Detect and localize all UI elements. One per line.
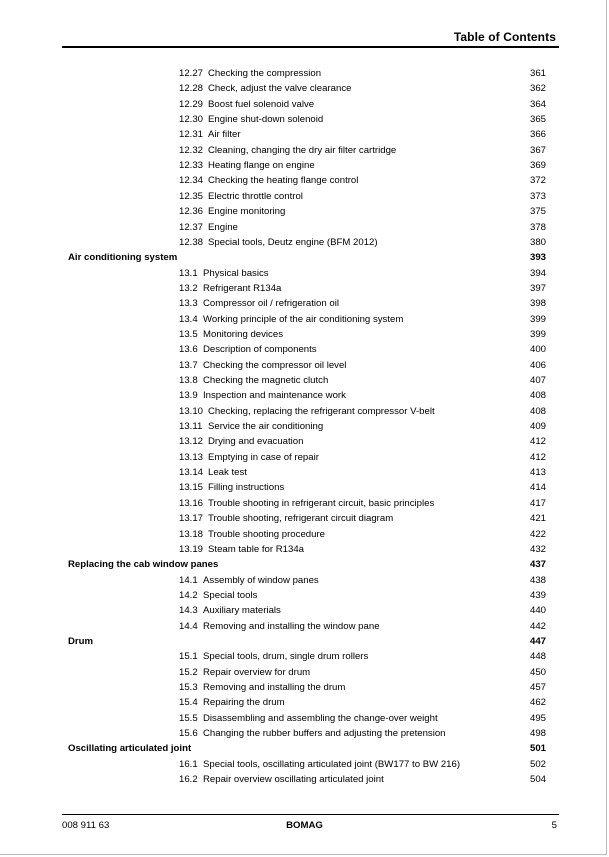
toc-entry-number: 12.34	[179, 175, 204, 187]
toc-section-title: Air conditioning system	[68, 252, 178, 264]
toc-entry-title: Monitoring devices	[203, 328, 283, 340]
toc-entry-number: 13.13	[179, 451, 204, 463]
toc-entry-title: Compressor oil / refrigeration oil	[203, 298, 339, 310]
toc-entry-title: Assembly of window panes	[203, 574, 319, 586]
toc-entry-title: Trouble shooting in refrigerant circuit, basic principles	[208, 497, 435, 509]
toc-entry[interactable]	[0, 204, 609, 219]
toc-entry[interactable]	[0, 342, 609, 357]
toc-entry-number: 15.4	[179, 697, 198, 709]
toc-page-number: 397	[529, 282, 546, 294]
toc-page-number: 440	[529, 605, 546, 617]
toc-entry[interactable]	[0, 296, 609, 311]
toc-page-number: 393	[529, 252, 546, 264]
toc-entry-number: 13.1	[179, 267, 198, 279]
toc-entry-number: 13.17	[179, 513, 204, 525]
toc-entry-title: Engine monitoring	[208, 206, 286, 218]
toc-page-number: 394	[529, 267, 546, 279]
toc-entry-number: 13.3	[179, 298, 198, 310]
toc-entry-title: Inspection and maintenance work	[203, 390, 346, 402]
toc-entry-number: 12.29	[179, 98, 204, 110]
toc-entry-title: Checking the compressor oil level	[203, 359, 347, 371]
toc-entry-number: 14.3	[179, 605, 198, 617]
toc-page-number: 399	[529, 328, 546, 340]
toc-section-heading[interactable]	[0, 741, 609, 756]
toc-entry[interactable]	[0, 358, 609, 373]
toc-entry[interactable]	[0, 81, 609, 96]
toc-entry[interactable]	[0, 66, 609, 81]
toc-page-number: 375	[529, 206, 546, 218]
toc-entry-number: 16.2	[179, 774, 198, 786]
toc-entry-title: Removing and installing the window pane	[203, 620, 380, 632]
toc-entry-number: 15.5	[179, 712, 198, 724]
toc-entry-title: Cleaning, changing the dry air filter cartridge	[208, 144, 397, 156]
toc-entry-title: Removing and installing the drum	[203, 682, 346, 693]
toc-entry[interactable]	[0, 312, 609, 327]
toc-section-heading[interactable]	[0, 557, 609, 572]
toc-entry[interactable]	[0, 680, 609, 695]
toc-page-number: 414	[529, 482, 546, 494]
toc-page-number: 406	[529, 359, 546, 371]
toc-page-number: 409	[529, 421, 546, 433]
toc-page-number: 457	[529, 682, 546, 693]
toc-entry-number: 14.2	[179, 589, 198, 601]
toc-entry[interactable]	[0, 143, 609, 158]
toc-entry-title: Check, adjust the valve clearance	[208, 83, 352, 95]
toc-entry-number: 13.19	[179, 543, 204, 555]
toc-entry-title: Air filter	[208, 129, 241, 141]
toc-page-number: 365	[529, 114, 546, 126]
toc-section-title: Drum	[68, 635, 94, 647]
toc-entry-title: Repairing the drum	[203, 697, 285, 709]
toc-entry[interactable]	[0, 327, 609, 342]
toc-entry[interactable]	[0, 726, 609, 741]
toc-page-number: 504	[529, 774, 546, 786]
toc-entry-title: Repair overview for drum	[203, 666, 311, 678]
toc-entry[interactable]	[0, 772, 609, 787]
toc-page-number: 502	[529, 758, 546, 770]
footer-brand: BOMAG	[286, 820, 323, 831]
toc-page-number: 448	[529, 651, 546, 663]
toc-page-number: 373	[529, 190, 546, 202]
toc-entry-number: 16.1	[179, 758, 198, 770]
toc-entry[interactable]	[0, 619, 609, 634]
toc-entry-number: 13.4	[179, 313, 198, 325]
toc-entry[interactable]	[0, 266, 609, 281]
toc-entry[interactable]	[0, 665, 609, 680]
toc-page-number: 362	[529, 83, 546, 95]
toc-section-title: Oscillating articulated joint	[68, 743, 192, 755]
toc-entry-number: 13.12	[179, 436, 204, 448]
toc-entry-title: Special tools, Deutz engine (BFM 2012)	[208, 236, 378, 248]
toc-page-number: 378	[529, 221, 546, 233]
toc-entry[interactable]	[0, 588, 609, 603]
toc-entry-number: 12.31	[179, 129, 204, 141]
toc-section-heading[interactable]	[0, 250, 609, 265]
toc-page-number: 364	[529, 98, 546, 110]
toc-entry[interactable]	[0, 603, 609, 618]
toc-entry-title: Checking the compression	[208, 68, 322, 79]
toc-entry[interactable]	[0, 419, 609, 434]
toc-entry-title: Service the air conditioning	[208, 421, 324, 433]
toc-entry-number: 13.7	[179, 359, 198, 371]
toc-page-number: 380	[529, 236, 546, 248]
toc-entry-title: Changing the rubber buffers and adjusting the pretension	[203, 728, 446, 740]
toc-entry[interactable]	[0, 173, 609, 188]
toc-entry-title: Checking the magnetic clutch	[203, 375, 329, 386]
toc-entry-number: 13.16	[179, 497, 204, 509]
toc-entry[interactable]	[0, 112, 609, 127]
toc-page-number: 439	[529, 589, 546, 601]
toc-entry[interactable]	[0, 388, 609, 403]
page-title: Table of Contents	[453, 30, 556, 44]
toc-page-number: 437	[529, 559, 546, 571]
toc-entry-title: Working principle of the air conditioning system	[203, 313, 404, 325]
toc-entry-number: 15.2	[179, 666, 198, 678]
toc-entry-title: Trouble shooting, refrigerant circuit diagram	[208, 513, 394, 525]
toc-entry[interactable]	[0, 281, 609, 296]
toc-entry[interactable]	[0, 189, 609, 204]
toc-entry[interactable]	[0, 649, 609, 664]
toc-entry[interactable]	[0, 465, 609, 480]
toc-entry[interactable]	[0, 511, 609, 526]
toc-entry-title: Special tools	[203, 589, 258, 601]
toc-page-number: 399	[529, 313, 546, 325]
toc-entry[interactable]	[0, 695, 609, 710]
toc-entry-number: 15.1	[179, 651, 198, 663]
toc-entry-title: Boost fuel solenoid valve	[208, 98, 315, 110]
toc-page-number: 361	[529, 68, 546, 79]
toc-entry-title: Emptying in case of repair	[208, 451, 319, 463]
footer-page-number: 5	[551, 820, 557, 831]
footer-doc-number: 008 911 63	[62, 820, 110, 831]
toc-section-title: Replacing the cab window panes	[68, 559, 219, 571]
toc-entry[interactable]	[0, 480, 609, 495]
toc-entry[interactable]	[0, 235, 609, 250]
toc-page-number: 400	[529, 344, 546, 356]
toc-entry-number: 14.4	[179, 620, 198, 632]
toc-entry[interactable]	[0, 711, 609, 726]
toc-entry[interactable]	[0, 373, 609, 388]
toc-entry-number: 13.14	[179, 467, 204, 479]
toc-entry-title: Physical basics	[203, 267, 269, 279]
toc-page-number: 498	[529, 728, 546, 740]
toc-entry-title: Heating flange on engine	[208, 160, 315, 172]
toc-page-number: 413	[529, 467, 546, 479]
toc-entry-title: Repair overview oscillating articulated joint	[203, 774, 384, 786]
toc-entry-number: 13.15	[179, 482, 204, 494]
toc-entry-number: 12.35	[179, 190, 204, 202]
toc-entry-title: Leak test	[208, 467, 247, 479]
toc-entry-number: 13.5	[179, 328, 198, 340]
toc-entry-title: Auxiliary materials	[203, 605, 281, 617]
toc-entry-title: Engine shut-down solenoid	[208, 114, 324, 126]
toc-page-number: 369	[529, 160, 546, 172]
toc-entry-number: 13.8	[179, 375, 198, 386]
toc-entry[interactable]	[0, 127, 609, 142]
toc-entry[interactable]	[0, 496, 609, 511]
toc-page-number: 447	[529, 635, 546, 647]
toc-page-number: 372	[529, 175, 546, 187]
toc-entry-title: Description of components	[203, 344, 317, 356]
toc-page-number: 450	[529, 666, 546, 678]
toc-page-number: 366	[529, 129, 546, 141]
toc-page-number: 408	[529, 390, 546, 402]
toc-entry[interactable]	[0, 757, 609, 772]
toc-entry-title: Drying and evacuation	[208, 436, 304, 448]
toc-page-number: 438	[529, 574, 546, 586]
toc-entry-title: Electric throttle control	[208, 190, 303, 202]
toc-entry[interactable]	[0, 527, 609, 542]
toc-entry-number: 12.38	[179, 236, 204, 248]
toc-entry-number: 12.33	[179, 160, 204, 172]
toc-page-number: 412	[529, 436, 546, 448]
toc-page-number: 367	[529, 144, 546, 156]
toc-entry-number: 14.1	[179, 574, 198, 586]
toc-entry-number: 12.30	[179, 114, 204, 126]
toc-entry-title: Special tools, drum, single drum rollers	[203, 651, 369, 663]
toc-page-number: 495	[529, 712, 546, 724]
toc-entry-number: 12.27	[179, 68, 204, 79]
toc-entry-title: Steam table for R134a	[208, 543, 304, 555]
toc-entry-number: 13.10	[179, 405, 204, 417]
toc-entry-number: 12.36	[179, 206, 204, 218]
toc-entry-number: 15.6	[179, 728, 198, 740]
toc-page-number: 417	[529, 497, 546, 509]
toc-entry[interactable]	[0, 434, 609, 449]
toc-entry-title: Checking, replacing the refrigerant compressor V-belt	[208, 405, 435, 417]
toc-page-number: 462	[529, 697, 546, 709]
toc-entry-title: Engine	[208, 221, 238, 233]
toc-entry[interactable]	[0, 542, 609, 557]
toc-entry-title: Special tools, oscillating articulated joint (BW177 to BW 216)	[203, 758, 461, 770]
toc-page-number: 408	[529, 405, 546, 417]
toc-page-number: 432	[529, 543, 546, 555]
toc-entry-number: 13.11	[179, 421, 203, 433]
toc-entry[interactable]	[0, 158, 609, 173]
toc-entry-title: Disassembling and assembling the change-over weight	[203, 712, 438, 724]
toc-page-number: 501	[529, 743, 546, 755]
toc-entry-number: 12.28	[179, 83, 204, 95]
toc-entry-number: 13.18	[179, 528, 204, 540]
toc-entry[interactable]	[0, 573, 609, 588]
toc-entry-number: 13.2	[179, 282, 198, 294]
toc-entry-title: Checking the heating flange control	[208, 175, 359, 187]
toc-section-heading[interactable]	[0, 634, 609, 649]
toc-page-number: 422	[529, 528, 546, 540]
footer-divider	[62, 814, 559, 815]
toc-entry[interactable]	[0, 220, 609, 235]
toc-entry-title: Filling instructions	[208, 482, 285, 494]
toc-entry-number: 12.37	[179, 221, 204, 233]
toc-page-number: 398	[529, 298, 546, 310]
toc-entry[interactable]	[0, 404, 609, 419]
toc-page-number: 412	[529, 451, 546, 463]
toc-page-number: 421	[529, 513, 546, 525]
toc-entry-number: 15.3	[179, 682, 198, 693]
toc-entry-title: Refrigerant R134a	[203, 282, 282, 294]
toc-page-number: 407	[529, 375, 546, 386]
toc-page-number: 442	[529, 620, 546, 632]
toc-entry[interactable]	[0, 450, 609, 465]
toc-entry-number: 12.32	[179, 144, 204, 156]
toc-entry-title: Trouble shooting procedure	[208, 528, 325, 540]
toc-entry[interactable]	[0, 97, 609, 112]
toc-entry-number: 13.9	[179, 390, 198, 402]
toc-entry-number: 13.6	[179, 344, 198, 356]
